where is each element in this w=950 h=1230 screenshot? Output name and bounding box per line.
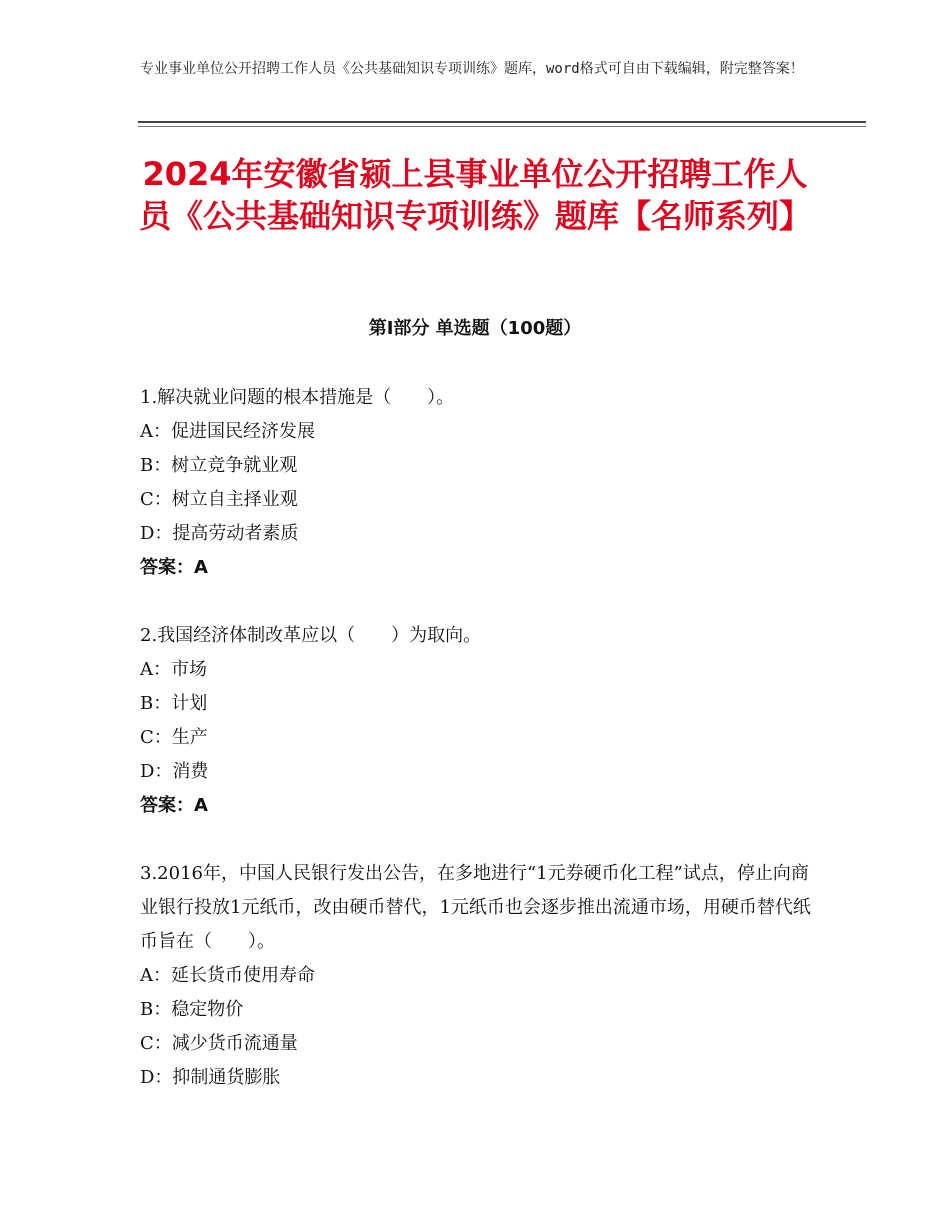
option-a: A：促进国民经济发展 bbox=[140, 421, 315, 442]
answer-label: 答案：A bbox=[140, 795, 208, 816]
answer-label: 答案：A bbox=[140, 557, 208, 578]
option-c: C：减少货币流通量 bbox=[140, 1033, 298, 1054]
option-c: C：树立自主择业观 bbox=[140, 489, 298, 510]
section-title: 第Ⅰ部分 单选题（100题） bbox=[368, 318, 582, 339]
option-a: A：延长货币使用寿命 bbox=[140, 965, 315, 986]
option-d: D：消费 bbox=[140, 761, 209, 782]
question-stem: 3.2016年，中国人民银行发出公告，在多地进行“1元券硬币化工程”试点，停止向商业银行投放1元纸币，改由硬币替代，1元纸币也会逐步推出流通市场，用硬币替代纸币旨在（ ）。 bbox=[140, 863, 811, 952]
document-title: 2024年安徽省颍上县事业单位公开招聘工作人员《公共基础知识专项训练》题库【名师系列】 bbox=[138, 155, 811, 235]
question-3 bbox=[140, 857, 820, 1095]
option-b: B：计划 bbox=[140, 693, 208, 714]
option-b: B：树立竞争就业观 bbox=[140, 455, 298, 476]
option-d: D：抑制通货膨胀 bbox=[140, 1067, 281, 1088]
option-a: A：市场 bbox=[140, 659, 207, 680]
option-c: C：生产 bbox=[140, 727, 208, 748]
question-stem: 1.解决就业问题的根本措施是（ ）。 bbox=[140, 387, 455, 408]
header-note: 专业事业单位公开招聘工作人员《公共基础知识专项训练》题库，word格式可自由下载编辑，附完整答案！ bbox=[140, 61, 804, 77]
question-list bbox=[140, 381, 820, 1129]
option-b: B：稳定物价 bbox=[140, 999, 244, 1020]
header-divider-thin bbox=[138, 126, 866, 127]
question-stem: 2.我国经济体制改革应以（ ）为取向。 bbox=[140, 625, 482, 646]
option-d: D：提高劳动者素质 bbox=[140, 523, 299, 544]
header-divider-thick bbox=[138, 121, 866, 123]
question-1 bbox=[140, 381, 820, 585]
question-2 bbox=[140, 619, 820, 823]
